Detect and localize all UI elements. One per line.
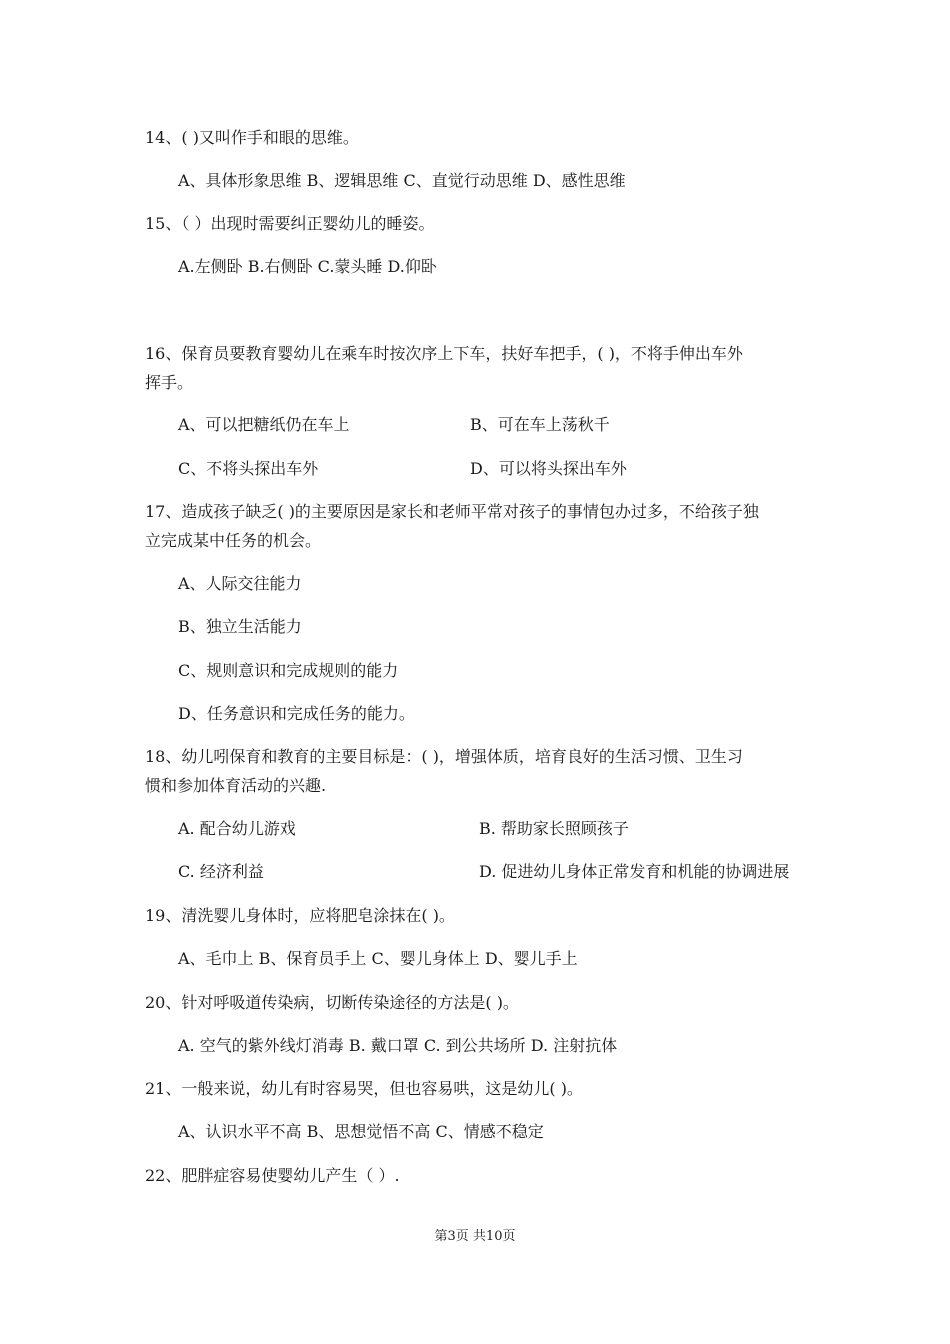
question-16-option-b: B、可在车上荡秋千: [470, 415, 610, 434]
question-15-options: A.左侧卧 B.右侧卧 C.蒙头睡 D.仰卧: [178, 257, 437, 276]
question-20-options: A. 空气的紫外线灯消毒 B. 戴口罩 C. 到公共场所 D. 注射抗体: [178, 1036, 618, 1055]
question-17-option-b: B、独立生活能力: [178, 617, 302, 636]
question-14-options: A、具体形象思维 B、逻辑思维 C、直觉行动思维 D、感性思维: [178, 171, 626, 190]
question-16-line-1: 16、保育员要教育婴幼儿在乘车时按次序上下车，扶好车把手，( )，不将手伸出车外: [145, 344, 743, 363]
question-18-option-a: A. 配合幼儿游戏: [178, 819, 296, 838]
question-17-option-c: C、规则意识和完成规则的能力: [178, 661, 399, 680]
question-17-line-2: 立完成某中任务的机会。: [145, 531, 322, 550]
question-16-option-a: A、可以把糖纸仍在车上: [178, 415, 350, 434]
question-18-line-2: 惯和参加体育活动的兴趣.: [145, 776, 327, 795]
question-18-option-b: B. 帮助家长照顾孩子: [479, 819, 629, 838]
question-21: 21、一般来说，幼儿有时容易哭，但也容易哄，这是幼儿( )。: [145, 1079, 583, 1098]
question-19: 19、清洗婴儿身体时，应将肥皂涂抹在( )。: [145, 906, 455, 925]
question-17-line-1: 17、造成孩子缺乏( )的主要原因是家长和老师平常对孩子的事情包办过多，不给孩子独: [145, 502, 759, 521]
question-17-option-d: D、任务意识和完成任务的能力。: [178, 704, 415, 723]
question-22: 22、肥胖症容易使婴幼儿产生（ ）.: [145, 1166, 400, 1185]
question-18-line-1: 18、幼儿吲保育和教育的主要目标是：( )，增强体质，培育良好的生活习惯、卫生习: [145, 747, 743, 766]
question-16-option-d: D、可以将头探出车外: [470, 459, 627, 478]
question-14: 14、( )又叫作手和眼的思维。: [145, 128, 359, 147]
question-21-options: A、认识水平不高 B、思想觉悟不高 C、情感不稳定: [178, 1122, 544, 1141]
question-18-option-d: D. 促进幼儿身体正常发育和机能的协调进展: [479, 862, 790, 881]
question-20: 20、针对呼吸道传染病，切断传染途径的方法是( )。: [145, 993, 519, 1012]
question-16-line-2: 挥手。: [145, 373, 194, 392]
question-18-option-c: C. 经济利益: [178, 862, 264, 881]
question-16-option-c: C、不将头探出车外: [178, 459, 319, 478]
page-footer: 第3页 共10页: [434, 1229, 516, 1244]
question-17-option-a: A、人际交往能力: [178, 574, 302, 593]
question-19-options: A、毛巾上 B、保育员手上 C、婴儿身体上 D、婴儿手上: [178, 949, 578, 968]
question-15: 15、（ ）出现时需要纠正婴幼儿的睡姿。: [145, 214, 435, 233]
